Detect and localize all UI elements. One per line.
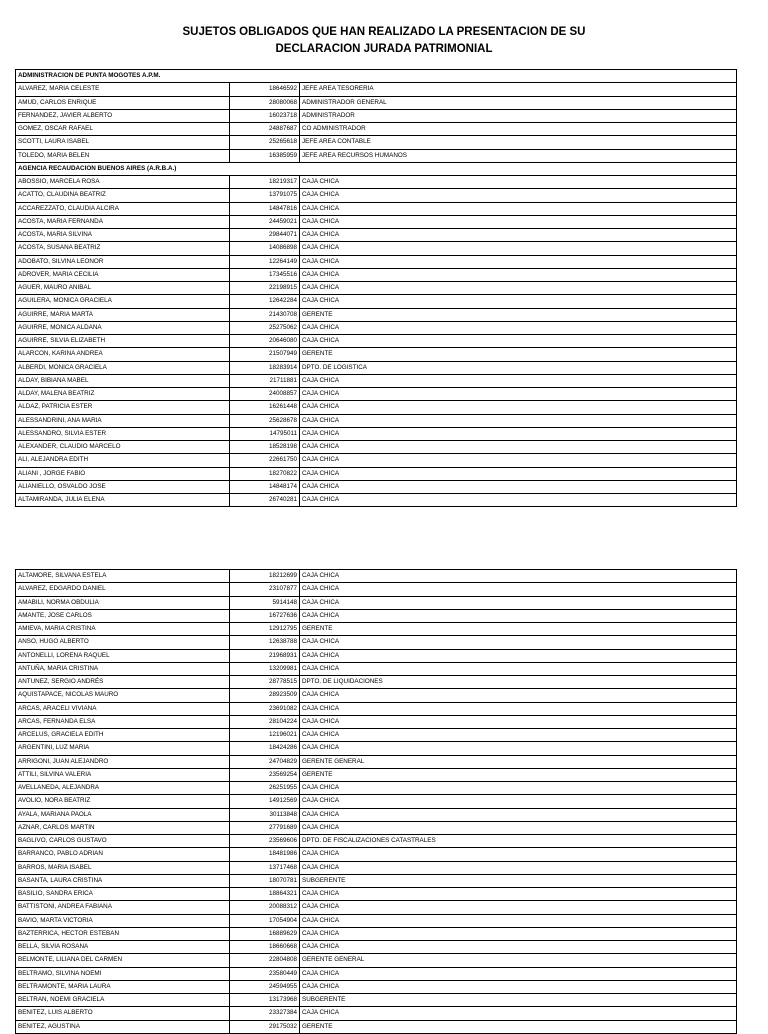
position-cell: CAJA CHICA	[300, 414, 737, 427]
dni-cell: 18646592	[230, 83, 300, 96]
dni-cell: 23580449	[230, 967, 300, 980]
dni-cell: 16261448	[230, 401, 300, 414]
person-name-cell: AVELLANEDA, ALEJANDRA	[16, 782, 230, 795]
dni-cell: 29844071	[230, 229, 300, 242]
position-cell: GERENTE	[300, 1020, 737, 1033]
person-name-cell: ALESSANDRINI, ANA MARIA	[16, 414, 230, 427]
table-row	[16, 202, 737, 215]
position-cell: CAJA CHICA	[300, 888, 737, 901]
person-name-cell: FERNANDEZ, JAVIER ALBERTO	[16, 109, 230, 122]
dni-cell: 16385959	[230, 149, 300, 162]
table-row	[16, 914, 737, 927]
person-name-cell: ACATTO, CLAUDINA BEATRIZ	[16, 189, 230, 202]
table-row	[16, 441, 737, 454]
position-cell: SUBGERENTE	[300, 994, 737, 1007]
person-name-cell: ALTAMORE, SILVANA ESTELA	[16, 570, 230, 583]
dni-cell: 14847816	[230, 202, 300, 215]
position-cell: CAJA CHICA	[300, 715, 737, 728]
position-cell: CAJA CHICA	[300, 980, 737, 993]
person-name-cell: BELTRAMONTE, MARIA LAURA	[16, 980, 230, 993]
dni-cell: 18481986	[230, 848, 300, 861]
position-cell: CAJA CHICA	[300, 1007, 737, 1020]
person-name-cell: BENITEZ, AGUSTINA	[16, 1020, 230, 1033]
dni-cell: 18424286	[230, 742, 300, 755]
person-name-cell: AZNAR, CARLOS MARTIN	[16, 821, 230, 834]
person-name-cell: ALEXANDER, CLAUDIO MARCELO	[16, 441, 230, 454]
person-name-cell: ALIANIELLO, OSVALDO JOSE	[16, 480, 230, 493]
position-cell: CAJA CHICA	[300, 229, 737, 242]
position-cell: CAJA CHICA	[300, 401, 737, 414]
dni-cell: 24008857	[230, 388, 300, 401]
dni-cell: 24704829	[230, 755, 300, 768]
table-row	[16, 821, 737, 834]
person-name-cell: AMUD, CARLOS ENRIQUE	[16, 96, 230, 109]
person-name-cell: BASILIO, SANDRA ERICA	[16, 888, 230, 901]
dni-cell: 25265618	[230, 136, 300, 149]
person-name-cell: BELMONTE, LILIANA DEL CARMEN	[16, 954, 230, 967]
dni-cell: 18219317	[230, 176, 300, 189]
dni-cell: 13717468	[230, 861, 300, 874]
position-cell: CAJA CHICA	[300, 388, 737, 401]
person-name-cell: ALVAREZ, EDGARDO DANIEL	[16, 583, 230, 596]
dni-cell: 20646080	[230, 335, 300, 348]
position-cell: GERENTE	[300, 623, 737, 636]
dni-cell: 18270822	[230, 467, 300, 480]
person-name-cell: SCOTTI, LAURA ISABEL	[16, 136, 230, 149]
table-row	[16, 835, 737, 848]
position-cell: CAJA CHICA	[300, 202, 737, 215]
position-cell: JEFE AREA RECURSOS HUMANOS	[300, 149, 737, 162]
person-name-cell: AGUIRRE, SILVIA ELIZABETH	[16, 335, 230, 348]
dni-cell: 12642284	[230, 295, 300, 308]
dni-cell: 28778515	[230, 676, 300, 689]
dni-cell: 14086898	[230, 242, 300, 255]
table-row	[16, 583, 737, 596]
person-name-cell: ARCAS, ARACELI VIVIANA	[16, 702, 230, 715]
person-name-cell: BATTISTONI, ANDREA FABIANA	[16, 901, 230, 914]
section-header-row	[16, 70, 737, 83]
dni-cell: 12196021	[230, 729, 300, 742]
table-row	[16, 282, 737, 295]
dni-cell: 25275062	[230, 321, 300, 334]
position-cell: CAJA CHICA	[300, 596, 737, 609]
table-row	[16, 268, 737, 281]
person-name-cell: ARGENTINI, LUZ MARIA	[16, 742, 230, 755]
dni-cell: 29175032	[230, 1020, 300, 1033]
declarations-table-top	[15, 69, 737, 507]
dni-cell: 21430708	[230, 308, 300, 321]
person-name-cell: ANTONELLI, LORENA RAQUEL	[16, 649, 230, 662]
position-cell: CAJA CHICA	[300, 295, 737, 308]
table-row	[16, 795, 737, 808]
position-cell: CAJA CHICA	[300, 335, 737, 348]
dni-cell: 27791689	[230, 821, 300, 834]
dni-cell: 5914148	[230, 596, 300, 609]
title-line-2: DECLARACION JURADA PATRIMONIAL	[275, 43, 493, 55]
position-cell: CAJA CHICA	[300, 176, 737, 189]
table-row	[16, 467, 737, 480]
position-cell: CAJA CHICA	[300, 609, 737, 622]
dni-cell: 12912795	[230, 623, 300, 636]
position-cell: DPTO. DE LOGISTICA	[300, 361, 737, 374]
dni-cell: 14912569	[230, 795, 300, 808]
section-name: ADMINISTRACION DE PUNTA MOGOTES A.P.M.	[16, 70, 737, 83]
position-cell: CO ADMINISTRADOR	[300, 123, 737, 136]
position-cell: ADMINISTRADOR GENERAL	[300, 96, 737, 109]
person-name-cell: BAVIO, MARTA VICTORIA	[16, 914, 230, 927]
section-name: AGENCIA RECAUDACION BUENOS AIRES (A.R.B.A.)	[16, 162, 737, 175]
table-row	[16, 742, 737, 755]
person-name-cell: ATTILI, SILVINA VALERIA	[16, 768, 230, 781]
table-row	[16, 308, 737, 321]
dni-cell: 24887687	[230, 123, 300, 136]
person-name-cell: ALBERDI, MONICA GRACIELA	[16, 361, 230, 374]
table-row	[16, 941, 737, 954]
position-cell: CAJA CHICA	[300, 189, 737, 202]
table-row	[16, 861, 737, 874]
table-row	[16, 242, 737, 255]
dni-cell: 14795011	[230, 427, 300, 440]
position-cell: CAJA CHICA	[300, 441, 737, 454]
position-cell: CAJA CHICA	[300, 583, 737, 596]
dni-cell: 23691082	[230, 702, 300, 715]
table-row	[16, 1020, 737, 1033]
table-row	[16, 335, 737, 348]
dni-cell: 21711881	[230, 374, 300, 387]
person-name-cell: ALIANI , JORGE FABIO	[16, 467, 230, 480]
dni-cell: 21507949	[230, 348, 300, 361]
person-name-cell: AGUIRRE, MONICA ALDANA	[16, 321, 230, 334]
table-row	[16, 109, 737, 122]
dni-cell: 21968931	[230, 649, 300, 662]
position-cell: CAJA CHICA	[300, 242, 737, 255]
position-cell: CAJA CHICA	[300, 321, 737, 334]
dni-cell: 18070781	[230, 874, 300, 887]
table-row	[16, 768, 737, 781]
person-name-cell: AYALA, MARIANA PAOLA	[16, 808, 230, 821]
dni-cell: 24594955	[230, 980, 300, 993]
position-cell: CAJA CHICA	[300, 901, 737, 914]
person-name-cell: BENITEZ, LUIS ALBERTO	[16, 1007, 230, 1020]
table-row	[16, 414, 737, 427]
table-row	[16, 83, 737, 96]
table-row	[16, 782, 737, 795]
dni-cell: 28104224	[230, 715, 300, 728]
dni-cell: 16727636	[230, 609, 300, 622]
table-row	[16, 729, 737, 742]
position-cell: JEFE AREA CONTABLE	[300, 136, 737, 149]
table-row	[16, 927, 737, 940]
dni-cell: 22198915	[230, 282, 300, 295]
table-row	[16, 361, 737, 374]
person-name-cell: ANTUNEZ, SERGIO ANDRÉS	[16, 676, 230, 689]
table-row	[16, 570, 737, 583]
person-name-cell: AQUISTAPACE, NICOLAS MAURO	[16, 689, 230, 702]
position-cell: CAJA CHICA	[300, 729, 737, 742]
dni-cell: 18660668	[230, 941, 300, 954]
position-cell: CAJA CHICA	[300, 861, 737, 874]
table-row	[16, 348, 737, 361]
dni-cell: 23327384	[230, 1007, 300, 1020]
table-row	[16, 215, 737, 228]
table-row	[16, 295, 737, 308]
dni-cell: 18283914	[230, 361, 300, 374]
position-cell: ADMINISTRADOR	[300, 109, 737, 122]
table-row	[16, 1007, 737, 1020]
position-cell: CAJA CHICA	[300, 494, 737, 507]
table-row	[16, 755, 737, 768]
position-cell: CAJA CHICA	[300, 268, 737, 281]
position-cell: CAJA CHICA	[300, 927, 737, 940]
person-name-cell: ACCAREZZATO, CLAUDIA ALCIRA	[16, 202, 230, 215]
dni-cell: 26251955	[230, 782, 300, 795]
person-name-cell: TOLEDO, MARIA BELEN	[16, 149, 230, 162]
position-cell: CAJA CHICA	[300, 427, 737, 440]
dni-cell: 12264149	[230, 255, 300, 268]
person-name-cell: ABOSSIO, MARCELA ROSA	[16, 176, 230, 189]
person-name-cell: BARRANCO, PABLO ADRIAN	[16, 848, 230, 861]
person-name-cell: BASANTA, LAURA CRISTINA	[16, 874, 230, 887]
dni-cell: 13791075	[230, 189, 300, 202]
table-row	[16, 189, 737, 202]
position-cell: GERENTE	[300, 308, 737, 321]
table-row	[16, 123, 737, 136]
table-row	[16, 874, 737, 887]
person-name-cell: ARRIGONI, JUAN ALEJANDRO	[16, 755, 230, 768]
dni-cell: 16023718	[230, 109, 300, 122]
position-cell: CAJA CHICA	[300, 255, 737, 268]
dni-cell: 16889629	[230, 927, 300, 940]
position-cell: CAJA CHICA	[300, 821, 737, 834]
table-row	[16, 888, 737, 901]
position-cell: CAJA CHICA	[300, 374, 737, 387]
dni-cell: 18864321	[230, 888, 300, 901]
dni-cell: 23569606	[230, 835, 300, 848]
position-cell: CAJA CHICA	[300, 941, 737, 954]
position-cell: CAJA CHICA	[300, 662, 737, 675]
table-row	[16, 954, 737, 967]
table-row	[16, 374, 737, 387]
position-cell: CAJA CHICA	[300, 282, 737, 295]
table-row	[16, 649, 737, 662]
table-row	[16, 702, 737, 715]
table-row	[16, 321, 737, 334]
document-title	[0, 24, 768, 58]
position-cell: SUBGERENTE	[300, 874, 737, 887]
dni-cell: 18212699	[230, 570, 300, 583]
person-name-cell: AGUER, MAURO ANIBAL	[16, 282, 230, 295]
person-name-cell: AGUILERA, MONICA GRACIELA	[16, 295, 230, 308]
person-name-cell: AVOLIO, NORA BEATRIZ	[16, 795, 230, 808]
position-cell: CAJA CHICA	[300, 795, 737, 808]
person-name-cell: ALI, ALEJANDRA EDITH	[16, 454, 230, 467]
position-cell: CAJA CHICA	[300, 742, 737, 755]
person-name-cell: ADROVER, MARIA CECILIA	[16, 268, 230, 281]
table-row	[16, 388, 737, 401]
dni-cell: 22804808	[230, 954, 300, 967]
table-row	[16, 427, 737, 440]
table-row	[16, 494, 737, 507]
person-name-cell: AMIEVA, MARIA CRISTINA	[16, 623, 230, 636]
person-name-cell: BAGLIVO, CARLOS GUSTAVO	[16, 835, 230, 848]
title-line-1: SUJETOS OBLIGADOS QUE HAN REALIZADO LA PRESENTACION DE SU	[182, 26, 586, 38]
dni-cell: 24459021	[230, 215, 300, 228]
person-name-cell: BARROS, MARIA ISABEL	[16, 861, 230, 874]
dni-cell: 12638788	[230, 636, 300, 649]
table-row	[16, 480, 737, 493]
table-row	[16, 848, 737, 861]
dni-cell: 20088312	[230, 901, 300, 914]
table-row	[16, 609, 737, 622]
table-row	[16, 967, 737, 980]
table-row	[16, 689, 737, 702]
table-row	[16, 255, 737, 268]
table-row	[16, 454, 737, 467]
person-name-cell: BAZTERRICA, HECTOR ESTEBAN	[16, 927, 230, 940]
dni-cell: 30113848	[230, 808, 300, 821]
position-cell: DPTO. DE LIQUIDACIONES	[300, 676, 737, 689]
person-name-cell: ACOSTA, SUSANA BEATRIZ	[16, 242, 230, 255]
dni-cell: 14848174	[230, 480, 300, 493]
person-name-cell: ACOSTA, MARIA FERNANDA	[16, 215, 230, 228]
position-cell: CAJA CHICA	[300, 914, 737, 927]
position-cell: CAJA CHICA	[300, 636, 737, 649]
position-cell: CAJA CHICA	[300, 782, 737, 795]
position-cell: CAJA CHICA	[300, 215, 737, 228]
position-cell: GERENTE	[300, 348, 737, 361]
table-row	[16, 149, 737, 162]
person-name-cell: ADOBATO, SILVINA LEONOR	[16, 255, 230, 268]
person-name-cell: ALVAREZ, MARIA CELESTE	[16, 83, 230, 96]
person-name-cell: BELLA, SILVIA ROSANA	[16, 941, 230, 954]
person-name-cell: ALDAY, BIBIANA MABEL	[16, 374, 230, 387]
position-cell: CAJA CHICA	[300, 702, 737, 715]
position-cell: JEFE AREA TESORERIA	[300, 83, 737, 96]
person-name-cell: AMANTE, JOSE CARLOS	[16, 609, 230, 622]
person-name-cell: AGUIRRE, MARIA MARTA	[16, 308, 230, 321]
position-cell: CAJA CHICA	[300, 808, 737, 821]
table-row	[16, 676, 737, 689]
table-row	[16, 808, 737, 821]
position-cell: CAJA CHICA	[300, 689, 737, 702]
position-cell: CAJA CHICA	[300, 649, 737, 662]
table-row	[16, 401, 737, 414]
dni-cell: 23569254	[230, 768, 300, 781]
table-row	[16, 662, 737, 675]
table-row	[16, 96, 737, 109]
position-cell: DPTO. DE FISCALIZACIONES CATASTRALES	[300, 835, 737, 848]
dni-cell: 17345516	[230, 268, 300, 281]
person-name-cell: ACOSTA, MARIA SILVINA	[16, 229, 230, 242]
dni-cell: 28923509	[230, 689, 300, 702]
person-name-cell: ALDAZ, PATRICIA ESTER	[16, 401, 230, 414]
dni-cell: 25628678	[230, 414, 300, 427]
declarations-table-bottom	[15, 569, 737, 1034]
person-name-cell: ALDAY, MALENA BEATRIZ	[16, 388, 230, 401]
dni-cell: 18528198	[230, 441, 300, 454]
dni-cell: 22661750	[230, 454, 300, 467]
person-name-cell: ALESSANDRO, SILVIA ESTER	[16, 427, 230, 440]
person-name-cell: AMABILI, NORMA OBDULIA	[16, 596, 230, 609]
position-cell: CAJA CHICA	[300, 480, 737, 493]
section-header-row	[16, 162, 737, 175]
position-cell: GERENTE	[300, 768, 737, 781]
position-cell: GERENTE GENERAL	[300, 755, 737, 768]
dni-cell: 13209981	[230, 662, 300, 675]
person-name-cell: ARCAS, FERNANDA ELSA	[16, 715, 230, 728]
dni-cell: 13173968	[230, 994, 300, 1007]
table-row	[16, 980, 737, 993]
dni-cell: 23107877	[230, 583, 300, 596]
person-name-cell: BELTRAN, NOEMI GRACIELA	[16, 994, 230, 1007]
table-row	[16, 994, 737, 1007]
table-row	[16, 636, 737, 649]
dni-cell: 28080068	[230, 96, 300, 109]
person-name-cell: GOMEZ, OSCAR RAFAEL	[16, 123, 230, 136]
person-name-cell: ALTAMIRANDA, JULIA ELENA	[16, 494, 230, 507]
position-cell: CAJA CHICA	[300, 967, 737, 980]
position-cell: CAJA CHICA	[300, 848, 737, 861]
person-name-cell: BELTRAMO, SILVINA NOEMI	[16, 967, 230, 980]
person-name-cell: ANSO, HUGO ALBERTO	[16, 636, 230, 649]
position-cell: GERENTE GENERAL	[300, 954, 737, 967]
dni-cell: 26740281	[230, 494, 300, 507]
table-row	[16, 623, 737, 636]
position-cell: CAJA CHICA	[300, 454, 737, 467]
table-row	[16, 229, 737, 242]
person-name-cell: ARCELUS, GRACIELA EDITH	[16, 729, 230, 742]
person-name-cell: ALARCON, KARINA ANDREA	[16, 348, 230, 361]
table-row	[16, 596, 737, 609]
position-cell: CAJA CHICA	[300, 570, 737, 583]
position-cell: CAJA CHICA	[300, 467, 737, 480]
table-row	[16, 901, 737, 914]
table-row	[16, 136, 737, 149]
table-row	[16, 715, 737, 728]
dni-cell: 17054904	[230, 914, 300, 927]
person-name-cell: ANTUÑA, MARIA CRISTINA	[16, 662, 230, 675]
table-row	[16, 176, 737, 189]
